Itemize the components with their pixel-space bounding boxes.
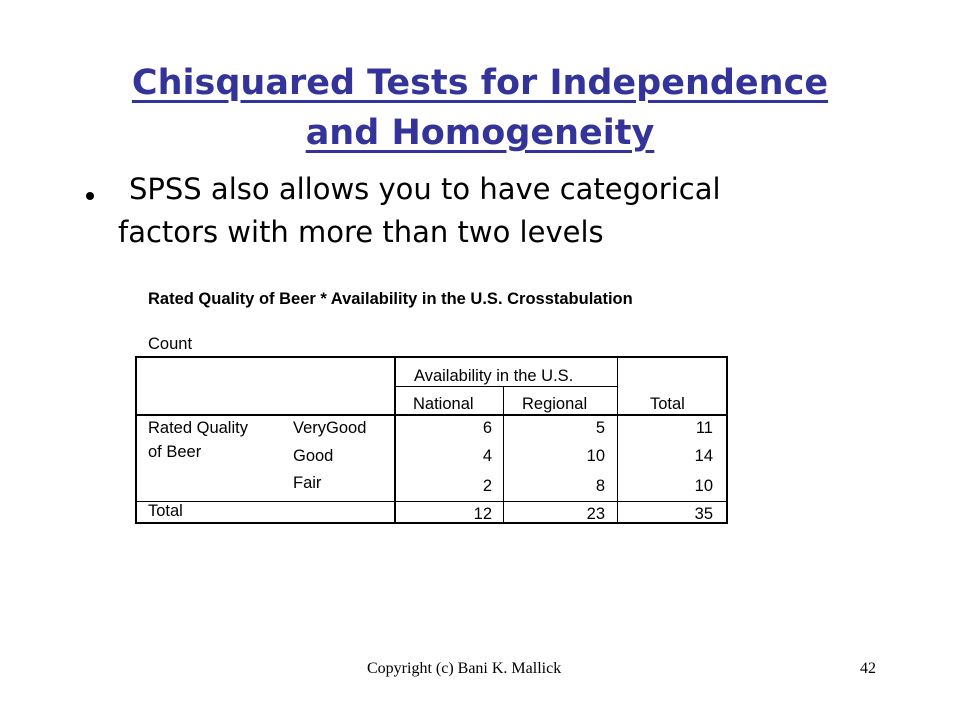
column-header-total: Total [650,395,685,413]
crosstab-title: Rated Quality of Beer * Availability in the U.S. Crosstabulation [148,290,633,308]
cell-fair-total: 10 [694,477,713,495]
footer-page-number: 42 [860,660,876,677]
row-variable-label-line-1: Rated Quality [148,419,248,437]
cell-verygood-national: 6 [482,419,492,437]
cell-total-regional: 23 [586,505,605,523]
cell-good-regional: 10 [586,447,605,465]
bullet-text [118,168,838,254]
bullet-text-line-2: factors with more than two levels [118,215,604,249]
cell-fair-national: 2 [482,477,492,495]
row-variable-label-line-2: of Beer [148,443,202,461]
row-label-verygood: VeryGood [293,419,367,437]
rule-total-top [137,501,726,502]
cell-verygood-total: 11 [695,419,713,437]
row-label-total: Total [148,502,183,520]
cell-verygood-regional: 5 [595,419,605,437]
cell-total-total: 35 [694,505,713,523]
rule-group-underline [396,386,618,387]
rule-stub-right [394,358,396,522]
cell-fair-regional: 8 [595,477,605,495]
column-header-national: National [413,395,474,413]
row-label-fair: Fair [293,474,322,492]
footer-copyright: Copyright (c) Bani K. Mallick [367,660,562,677]
group-header-availability: Availability in the U.S. [414,367,574,385]
slide-title-line-2: and Homogeneity [305,113,655,153]
crosstab-table [135,356,728,524]
cell-total-national: 12 [473,505,492,523]
rule-header-bottom [137,414,726,416]
bullet-dot-icon [86,192,94,200]
cell-good-national: 4 [482,447,492,465]
crosstab-statistic-label: Count [148,335,193,353]
rule-regional-right [617,358,618,522]
bullet-text-line-1: SPSS also allows you to have categorical [129,172,721,206]
column-header-regional: Regional [522,395,588,413]
cell-good-total: 14 [694,447,713,465]
slide-title [60,58,900,158]
slide-title-line-1: Chisquared Tests for Independence [131,63,829,103]
row-label-good: Good [293,447,334,465]
